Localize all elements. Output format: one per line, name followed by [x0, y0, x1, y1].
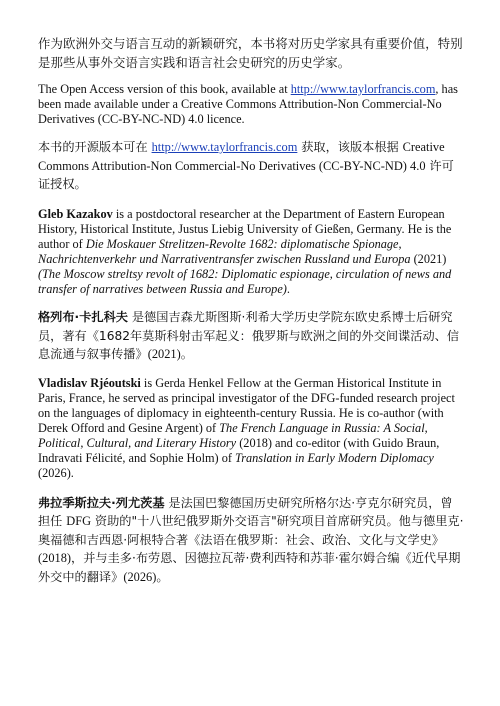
- rjeoutski-bio-zh-year-1: (2018): [38, 551, 72, 565]
- chinese-blurb-text: 作为欧洲外交与语言互动的新颖研究，本书将对历史学家具有重要价值，特别是那些从事外交语言实践和语言社会史研究的历史学家。: [38, 36, 463, 70]
- document-page: [38, 34, 464, 586]
- rjeoutski-bio-zh-text-2: 资助的"十八世纪俄罗斯外交语言"研究项目首席研究员。他与德里克·奥福德和吉西恩·阿根特合著《法语在俄罗斯：社会、政治、文化与文学史》: [38, 514, 464, 547]
- rjeoutski-bio-zh-dfg: DFG: [66, 514, 92, 528]
- kazakov-bio-end: .: [286, 282, 290, 297]
- license-name: Creative Commons Attribution-Non Commercial-No Derivatives (CC-BY-NC-ND) 4.0: [38, 140, 445, 173]
- author-name-rjeoutski: Vladislav Rjéoutski: [38, 375, 141, 390]
- rjeoutski-book-title-2: Translation in Early Modern Diplomacy: [235, 451, 434, 466]
- open-access-notice-en: [38, 82, 464, 127]
- taylorfrancis-link[interactable]: http://www.taylorfrancis.com: [290, 82, 436, 96]
- rjeoutski-bio-zh-year-2: (2026): [123, 569, 157, 584]
- kazakov-book-title: Die Moskauer Strelitzen-Revolte 1682: diplomatische Spionage, Nachrichtenverkehr und Narrativentransfer zwischen Russland und Europa: [38, 236, 411, 267]
- taylorfrancis-link-zh[interactable]: http://www.taylorfrancis.com: [151, 140, 298, 155]
- author-bio-rjeoutski-zh: [38, 494, 464, 587]
- author-name-kazakov: Gleb Kazakov: [38, 206, 113, 221]
- kazakov-bio-zh-text: 是德国吉森尤斯图斯·利希大学历史学院东欧史系博士后研究员，著有《1682年莫斯科射击军起义：俄罗斯与欧洲之间的外交间谍活动、信息流通与叙事传播》: [38, 310, 460, 362]
- rjeoutski-bio-text: is Gerda Henkel Fellow at the German Historical Institute in Paris, France, he served as principal investigator of the DFG-funded research project on the languages of diplomacy in eighteenth-century Russia. He is co-author (with Derek Offord and Gesine Argent) of: [38, 375, 455, 436]
- open-access-text-before: The Open Access version of this book, available at: [38, 82, 291, 96]
- author-bio-kazakov-en: [38, 207, 464, 298]
- author-name-rjeoutski-zh: 弗拉季斯拉夫·列尤茨基: [38, 495, 165, 510]
- rjeoutski-bio-end: (2026).: [38, 466, 74, 481]
- rjeoutski-bio-zh-text-3: ，并与圭多·布劳恩、因德拉瓦蒂·费利西特和苏菲·霍尔姆合编《近代早期外交中的翻译》: [38, 551, 461, 584]
- kazakov-bio-zh-end: 。: [180, 347, 193, 362]
- author-bio-rjeoutski-en: [38, 376, 464, 482]
- open-access-zh-middle: 获取，该版本根据: [297, 140, 403, 155]
- author-name-kazakov-zh: 格列布·卡扎科夫: [38, 310, 128, 325]
- open-access-notice-zh: [38, 138, 464, 194]
- chinese-blurb-paragraph: [38, 34, 464, 72]
- open-access-zh-before: 本书的开源版本可在: [38, 140, 152, 155]
- author-bio-kazakov-zh: [38, 308, 464, 364]
- open-access-zh-after: 许可证授权。: [38, 158, 454, 192]
- rjeoutski-book-title-1: The French Language in Russia: A Social, Political, Cultural, and Literary History: [38, 421, 428, 451]
- kazakov-book-translation: (The Moscow streltsy revolt of 1682: Diplomatic espionage, circulation of news and transfer of narratives between Russia and Europe): [38, 267, 452, 297]
- rjeoutski-bio-zh-text: 是法国巴黎德国历史研究所格尔达·亨克尔研究员，曾担任: [38, 495, 453, 528]
- kazakov-book-year: (2021): [410, 252, 447, 267]
- rjeoutski-bio-text-2: (2018) and co-editor (with Guido Braun, Indravati Félicité, and Sophie Holm) of: [38, 436, 440, 466]
- kazakov-bio-zh-year: (2021): [147, 347, 181, 362]
- open-access-text-after: , has been made available under a Creative Commons Attribution-Non Commercial-No Derivatives (CC-BY-NC-ND) 4.0 licence.: [38, 82, 458, 127]
- kazakov-bio-text: is a postdoctoral researcher at the Department of Eastern European History, Historical Institute, Justus Liebig University of Gießen, Germany. He is the author of: [38, 206, 452, 251]
- rjeoutski-bio-zh-end: 。: [156, 569, 169, 584]
